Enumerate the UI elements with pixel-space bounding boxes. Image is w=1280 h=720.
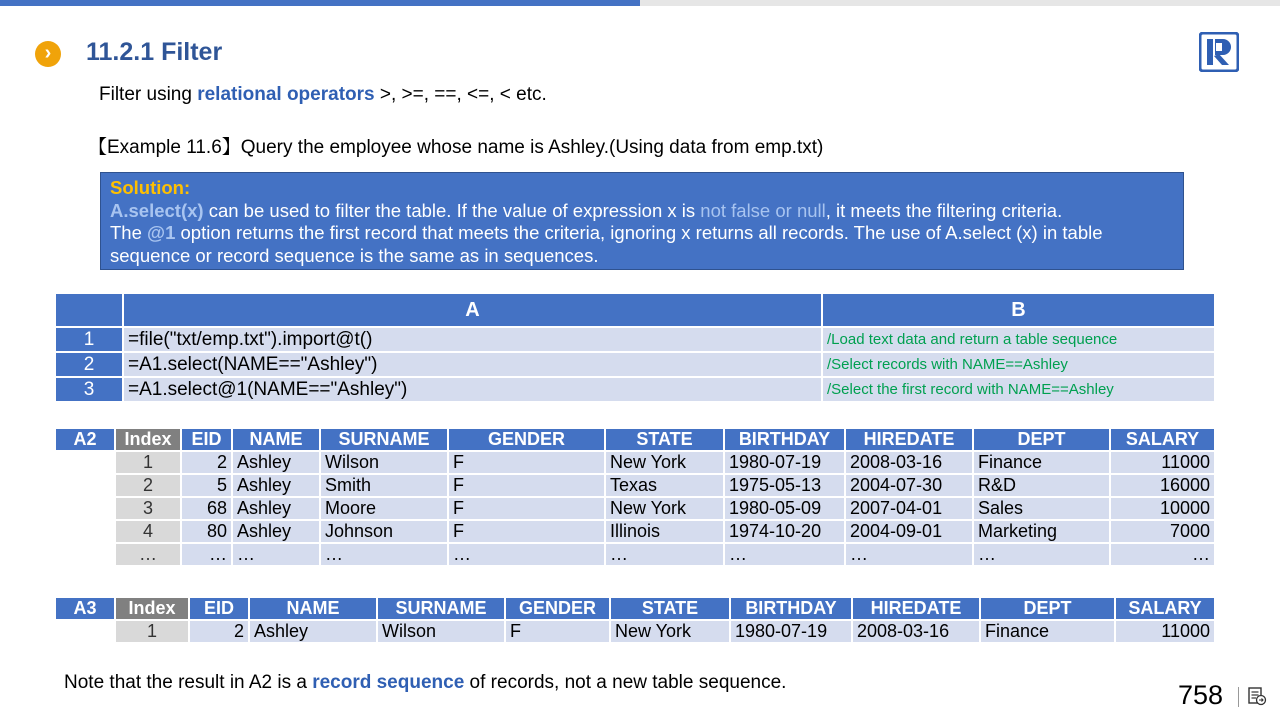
table-cell[interactable]: 2007-04-01 [845, 497, 973, 520]
slide-menu-icon[interactable] [1247, 686, 1267, 706]
intro-highlight: relational operators [197, 84, 375, 105]
table-cell[interactable]: Sales [973, 497, 1110, 520]
a3-header-name: NAME [249, 597, 377, 620]
a2-label: A2 [55, 428, 115, 451]
table-cell[interactable]: 10000 [1110, 497, 1215, 520]
table-cell[interactable]: Ashley [232, 497, 320, 520]
top-progress-track [640, 0, 1280, 6]
table-cell[interactable]: … [845, 543, 973, 566]
r-logo-icon [1199, 32, 1239, 72]
grid-cell-b2[interactable]: /Select records with NAME==Ashley [822, 352, 1215, 377]
grid-cell-a3[interactable]: =A1.select@1(NAME=="Ashley") [123, 377, 822, 402]
table-cell[interactable]: 16000 [1110, 474, 1215, 497]
table-cell[interactable]: Wilson [377, 620, 505, 643]
a3-header-surname: SURNAME [377, 597, 505, 620]
table-row [55, 543, 1215, 566]
table-cell[interactable]: F [448, 474, 605, 497]
a2-result-table [54, 427, 1216, 567]
row-spacer [55, 543, 115, 566]
table-cell[interactable]: 1974-10-20 [724, 520, 845, 543]
table-cell[interactable]: F [448, 520, 605, 543]
table-row [55, 451, 1215, 474]
row-spacer [55, 520, 115, 543]
table-cell[interactable]: 5 [181, 474, 232, 497]
table-cell[interactable]: New York [605, 451, 724, 474]
a2-header-gender: GENDER [448, 428, 605, 451]
grid-col-b-header: B [822, 293, 1215, 327]
table-row [55, 620, 1215, 643]
table-cell[interactable]: F [448, 451, 605, 474]
a3-header-gender: GENDER [505, 597, 610, 620]
a3-result-table [54, 596, 1216, 644]
a2-header-hiredate: HIREDATE [845, 428, 973, 451]
table-cell[interactable]: New York [610, 620, 730, 643]
table-cell[interactable]: … [1110, 543, 1215, 566]
table-cell[interactable]: Johnson [320, 520, 448, 543]
table-cell[interactable]: 4 [115, 520, 181, 543]
table-cell[interactable]: Ashley [249, 620, 377, 643]
table-cell[interactable]: 1 [115, 620, 189, 643]
table-cell[interactable]: Finance [980, 620, 1115, 643]
table-cell[interactable]: Finance [973, 451, 1110, 474]
a2-header-state: STATE [605, 428, 724, 451]
table-cell[interactable]: … [320, 543, 448, 566]
table-cell[interactable]: Marketing [973, 520, 1110, 543]
table-cell[interactable]: New York [605, 497, 724, 520]
table-cell[interactable]: 2 [189, 620, 249, 643]
table-cell[interactable]: 3 [115, 497, 181, 520]
solution-paragraph-2: The @1 option returns the first record that meets the criteria, ignoring x returns all records. The use of A.select (x) in table sequence or record sequence is the same as in sequences. [110, 222, 1103, 266]
footer-divider [1238, 687, 1239, 707]
a3-header-salary: SALARY [1115, 597, 1215, 620]
table-cell[interactable]: 1980-07-19 [724, 451, 845, 474]
table-cell[interactable]: 2008-03-16 [852, 620, 980, 643]
table-cell[interactable]: Ashley [232, 451, 320, 474]
a3-header-eid: EID [189, 597, 249, 620]
a2-header-birthday: BIRTHDAY [724, 428, 845, 451]
table-cell[interactable]: 1980-05-09 [724, 497, 845, 520]
note-highlight: record sequence [312, 672, 465, 693]
grid-cell-a1[interactable]: =file("txt/emp.txt").import@t() [123, 327, 822, 352]
table-cell[interactable]: 2004-09-01 [845, 520, 973, 543]
table-cell[interactable]: Ashley [232, 520, 320, 543]
grid-cell-b3[interactable]: /Select the first record with NAME==Ashley [822, 377, 1215, 402]
table-cell[interactable]: Ashley [232, 474, 320, 497]
a3-header-index: Index [115, 597, 189, 620]
table-cell[interactable]: 80 [181, 520, 232, 543]
table-cell[interactable]: … [232, 543, 320, 566]
table-cell[interactable]: … [973, 543, 1110, 566]
solution-box [100, 172, 1184, 270]
chevron-right-icon: › [35, 41, 61, 67]
a2-header-eid: EID [181, 428, 232, 451]
a2-header-name: NAME [232, 428, 320, 451]
grid-corner [55, 293, 123, 327]
a2-header-index: Index [115, 428, 181, 451]
table-cell[interactable]: R&D [973, 474, 1110, 497]
a2-header-salary: SALARY [1110, 428, 1215, 451]
table-cell[interactable]: 11000 [1110, 451, 1215, 474]
grid-row-number: 2 [55, 352, 123, 377]
a2-header-dept: DEPT [973, 428, 1110, 451]
table-cell[interactable]: 68 [181, 497, 232, 520]
table-cell[interactable]: 7000 [1110, 520, 1215, 543]
row-spacer [55, 474, 115, 497]
table-cell[interactable]: … [448, 543, 605, 566]
table-cell[interactable]: Moore [320, 497, 448, 520]
example-text: 【Example 11.6】Query the employee whose name is Ashley.(Using data from emp.txt) [88, 137, 824, 158]
table-cell[interactable]: Smith [320, 474, 448, 497]
a3-label: A3 [55, 597, 115, 620]
table-cell[interactable]: 2 [115, 474, 181, 497]
table-cell[interactable]: 2004-07-30 [845, 474, 973, 497]
grid-row-number: 1 [55, 327, 123, 352]
table-cell[interactable]: F [448, 497, 605, 520]
grid-row-number: 3 [55, 377, 123, 402]
table-cell[interactable]: F [505, 620, 610, 643]
table-cell[interactable]: Texas [605, 474, 724, 497]
table-row [55, 474, 1215, 497]
intro-text: Filter using relational operators >, >=, ==, <=, < etc. [99, 84, 547, 105]
table-cell[interactable]: 11000 [1115, 620, 1215, 643]
table-cell[interactable]: … [605, 543, 724, 566]
table-cell[interactable]: 1 [115, 451, 181, 474]
row-spacer [55, 620, 115, 643]
page-title: 11.2.1 Filter [86, 38, 223, 66]
table-cell[interactable]: 2 [181, 451, 232, 474]
row-spacer [55, 451, 115, 474]
solution-paragraph-1: A.select(x) can be used to filter the table. If the value of expression x is not false or null, it meets the filtering criteria. [110, 199, 1063, 221]
table-row [55, 497, 1215, 520]
table-cell[interactable]: 1980-07-19 [730, 620, 852, 643]
a3-header-state: STATE [610, 597, 730, 620]
table-row [55, 520, 1215, 543]
code-grid [54, 292, 1216, 403]
grid-cell-b1[interactable]: /Load text data and return a table sequence [822, 327, 1215, 352]
grid-col-a-header: A [123, 293, 822, 327]
a3-header-dept: DEPT [980, 597, 1115, 620]
solution-heading: Solution: [110, 177, 191, 198]
a3-header-hiredate: HIREDATE [852, 597, 980, 620]
note-text: Note that the result in A2 is a record sequence of records, not a new table sequence. [64, 672, 787, 693]
a3-header-birthday: BIRTHDAY [730, 597, 852, 620]
table-cell[interactable]: 2008-03-16 [845, 451, 973, 474]
a2-header-surname: SURNAME [320, 428, 448, 451]
grid-cell-a2[interactable]: =A1.select(NAME=="Ashley") [123, 352, 822, 377]
table-cell[interactable]: … [724, 543, 845, 566]
table-cell[interactable]: … [115, 543, 181, 566]
top-progress-bar [0, 0, 640, 6]
table-cell[interactable]: Wilson [320, 451, 448, 474]
table-cell[interactable]: … [181, 543, 232, 566]
table-cell[interactable]: Illinois [605, 520, 724, 543]
row-spacer [55, 497, 115, 520]
page-number: 758 [1178, 680, 1224, 710]
table-cell[interactable]: 1975-05-13 [724, 474, 845, 497]
